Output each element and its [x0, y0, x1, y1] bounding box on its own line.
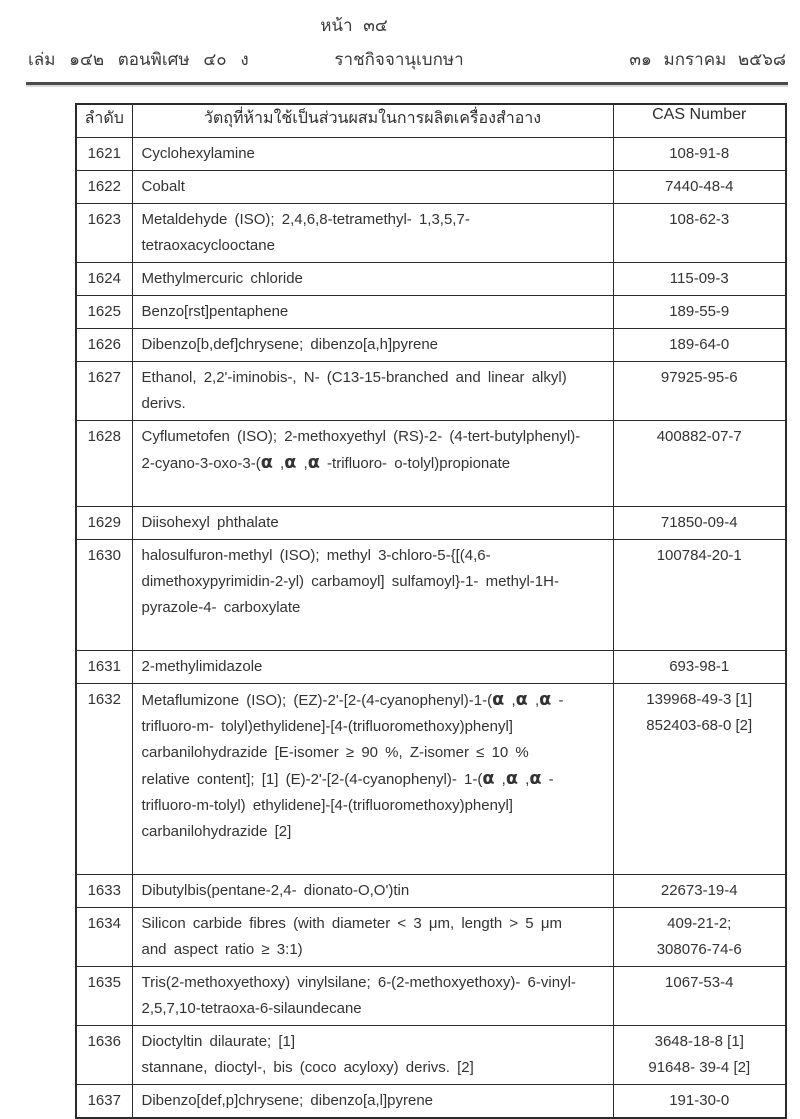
text-line: dimethoxypyrimidin-2-yl) carbamoyl] sulfamoyl}-1- methyl-1H- [141, 573, 559, 590]
text-line: Tris(2-methoxyethoxy) vinylsilane; 6-(2-methoxyethoxy)- 6-vinyl- [141, 974, 576, 991]
substance-cell [132, 263, 613, 296]
row-number-cell: 1632 [76, 684, 132, 875]
text-line: 91648- 39-4 [2] [648, 1059, 751, 1076]
cas-number-cell [613, 684, 786, 875]
page-number: หน้า ๓๔ [320, 16, 388, 35]
alpha-glyph: α [529, 769, 542, 789]
text-line: Metaflumizone (ISO); (EZ)-2'-[2-(4-cyanophenyl)-1-(α ,α ,α - [141, 690, 564, 710]
volume-info: เล่ม ๑๔๒ ตอนพิเศษ ๔๐ ง [28, 50, 249, 69]
text-line: Dibutylbis(pentane-2,4- dionato-O,O')tin [141, 882, 410, 899]
table-row [76, 171, 786, 204]
table-row [76, 362, 786, 421]
text-line: 191-30-0 [669, 1092, 730, 1109]
table-row [76, 540, 786, 651]
text-line: 189-55-9 [669, 303, 730, 320]
cas-number-cell [613, 967, 786, 1026]
substance-cell [132, 138, 613, 171]
text-line: 2-methylimidazole [141, 658, 263, 675]
row-number-cell: 1629 [76, 507, 132, 540]
cas-number-cell [613, 263, 786, 296]
row-number-cell: 1626 [76, 329, 132, 362]
col-header-substance: วัตถุที่ห้ามใช้เป็นส่วนผสมในการผลิตเครื่องสำอาง [132, 104, 613, 138]
alpha-glyph: α [492, 690, 505, 710]
cas-number-cell [613, 421, 786, 507]
table-row [76, 507, 786, 540]
table-header-row [76, 104, 786, 138]
alpha-glyph: α [284, 453, 297, 473]
prohibited-substances-table [75, 103, 787, 1119]
substance-cell [132, 967, 613, 1026]
substance-cell [132, 507, 613, 540]
gazette-header [0, 0, 800, 87]
text-line: stannane, dioctyl-, bis (coco acyloxy) derivs. [2] [141, 1059, 474, 1076]
cas-number-cell [613, 1085, 786, 1119]
text-line: 139968-49-3 [1] [646, 691, 753, 708]
text-line: 693-98-1 [669, 658, 730, 675]
text-line: 400882-07-7 [656, 428, 742, 445]
substance-cell [132, 684, 613, 875]
table-row [76, 651, 786, 684]
substance-cell [132, 329, 613, 362]
alpha-glyph: α [307, 453, 320, 473]
text-line: 22673-19-4 [660, 882, 738, 899]
table-row [76, 421, 786, 507]
substance-cell [132, 1026, 613, 1085]
row-number-cell: 1621 [76, 138, 132, 171]
gazette-header-line [28, 46, 786, 73]
table-row [76, 263, 786, 296]
alpha-glyph: α [515, 690, 528, 710]
alpha-glyph: α [505, 769, 518, 789]
row-number-cell: 1624 [76, 263, 132, 296]
text-line: 97925-95-6 [660, 369, 738, 386]
text-line: Diisohexyl phthalate [141, 514, 279, 531]
row-number-cell: 1634 [76, 908, 132, 967]
text-line: Dibenzo[b,def]chrysene; dibenzo[a,h]pyrene [141, 336, 439, 353]
cas-number-cell [613, 875, 786, 908]
substance-cell [132, 651, 613, 684]
text-line: 2-cyano-3-oxo-3-(α ,α ,α -trifluoro- o-tolyl)propionate [141, 453, 511, 473]
text-line: pyrazole-4- carboxylate [141, 599, 301, 616]
row-number-cell: 1623 [76, 204, 132, 263]
text-line: 2,5,7,10-tetraoxa-6-silaundecane [141, 1000, 362, 1017]
substance-cell [132, 908, 613, 967]
substance-cell [132, 204, 613, 263]
row-number-cell: 1630 [76, 540, 132, 651]
cas-number-cell [613, 651, 786, 684]
cas-number-cell [613, 540, 786, 651]
text-line: 3648-18-8 [1] [654, 1033, 744, 1050]
text-line: Methylmercuric chloride [141, 270, 303, 287]
table-row [76, 967, 786, 1026]
substance-cell [132, 421, 613, 507]
text-line: 100784-20-1 [656, 547, 742, 564]
table-row [76, 908, 786, 967]
row-number-cell: 1627 [76, 362, 132, 421]
text-line: 1067-53-4 [665, 974, 734, 991]
text-line: trifluoro-m- tolyl)ethylidene]-[4-(trifluoromethoxy)phenyl] [141, 718, 513, 735]
table-row [76, 1085, 786, 1119]
text-line: 308076-74-6 [656, 941, 742, 958]
text-line: derivs. [141, 395, 186, 412]
issue-date: ๓๑ มกราคม ๒๕๖๘ [629, 50, 786, 69]
substance-cell [132, 875, 613, 908]
table-row [76, 1026, 786, 1085]
cas-number-cell [613, 138, 786, 171]
text-line [142, 845, 604, 871]
row-number-cell: 1637 [76, 1085, 132, 1119]
text-line: tetraoxacyclooctane [141, 237, 275, 254]
text-line: Dibenzo[def,p]chrysene; dibenzo[a,l]pyrene [141, 1092, 434, 1109]
text-line: 409-21-2; [667, 915, 732, 932]
text-line: Silicon carbide fibres (with diameter < 3 μm, length > 5 μm [141, 915, 562, 932]
row-number-cell: 1628 [76, 421, 132, 507]
text-line: carbanilohydrazide [E-isomer ≥ 90 %, Z-isomer ≤ 10 % [141, 744, 529, 761]
cas-number-cell [613, 1026, 786, 1085]
cas-number-cell [613, 362, 786, 421]
table-row [76, 875, 786, 908]
col-header-cas: CAS Number [613, 104, 786, 138]
text-line: 108-91-8 [669, 145, 730, 162]
table-row [76, 204, 786, 263]
table-body [76, 138, 786, 1119]
text-line: Dioctyltin dilaurate; [1] [141, 1033, 296, 1050]
substance-cell [132, 1085, 613, 1119]
substance-cell [132, 171, 613, 204]
substance-cell [132, 540, 613, 651]
row-number-cell: 1622 [76, 171, 132, 204]
text-line: Benzo[rst]pentaphene [141, 303, 289, 320]
cas-number-cell [613, 908, 786, 967]
header-rule [26, 82, 788, 87]
text-line: 71850-09-4 [660, 514, 738, 531]
cas-number-cell [613, 171, 786, 204]
cas-number-cell [613, 296, 786, 329]
text-line: Metaldehyde (ISO); 2,4,6,8-tetramethyl- 1,3,5,7- [141, 211, 470, 228]
gazette-title: ราชกิจจานุเบกษา [334, 50, 464, 69]
text-line: carbanilohydrazide [2] [141, 823, 292, 840]
text-line: halosulfuron-methyl (ISO); methyl 3-chloro-5-{[(4,6- [141, 547, 491, 564]
text-line: 115-09-3 [669, 270, 729, 287]
text-line: Cobalt [141, 178, 185, 195]
text-line: 108-62-3 [669, 211, 730, 228]
table-row [76, 138, 786, 171]
alpha-glyph: α [482, 769, 495, 789]
text-line: Cyclohexylamine [141, 145, 255, 162]
text-line: 189-64-0 [669, 336, 730, 353]
table-row [76, 684, 786, 875]
row-number-cell: 1625 [76, 296, 132, 329]
cas-number-cell [613, 507, 786, 540]
row-number-cell: 1635 [76, 967, 132, 1026]
text-line: Ethanol, 2,2'-iminobis-, N- (C13-15-branched and linear alkyl) [141, 369, 567, 386]
text-line: and aspect ratio ≥ 3:1) [141, 941, 303, 958]
text-line: Cyflumetofen (ISO); 2-methoxyethyl (RS)-2- (4-tert-butylphenyl)- [141, 428, 581, 445]
cas-number-cell [613, 329, 786, 362]
row-number-cell: 1636 [76, 1026, 132, 1085]
row-number-cell: 1631 [76, 651, 132, 684]
text-line: trifluoro-m-tolyl) ethylidene]-[4-(trifluoromethoxy)phenyl] [141, 797, 513, 814]
text-line: 852403-68-0 [2] [646, 717, 753, 734]
text-line [142, 621, 604, 647]
table-row [76, 329, 786, 362]
substance-cell [132, 362, 613, 421]
text-line [142, 477, 604, 503]
alpha-glyph: α [260, 453, 273, 473]
text-line: relative content]; [1] (E)-2'-[2-(4-cyanophenyl)- 1-(α ,α ,α - [141, 769, 554, 789]
table-row [76, 296, 786, 329]
cas-number-cell [613, 204, 786, 263]
col-header-no: ลำดับ [76, 104, 132, 138]
substance-cell [132, 296, 613, 329]
row-number-cell: 1633 [76, 875, 132, 908]
text-line: 7440-48-4 [665, 178, 734, 195]
alpha-glyph: α [539, 690, 552, 710]
